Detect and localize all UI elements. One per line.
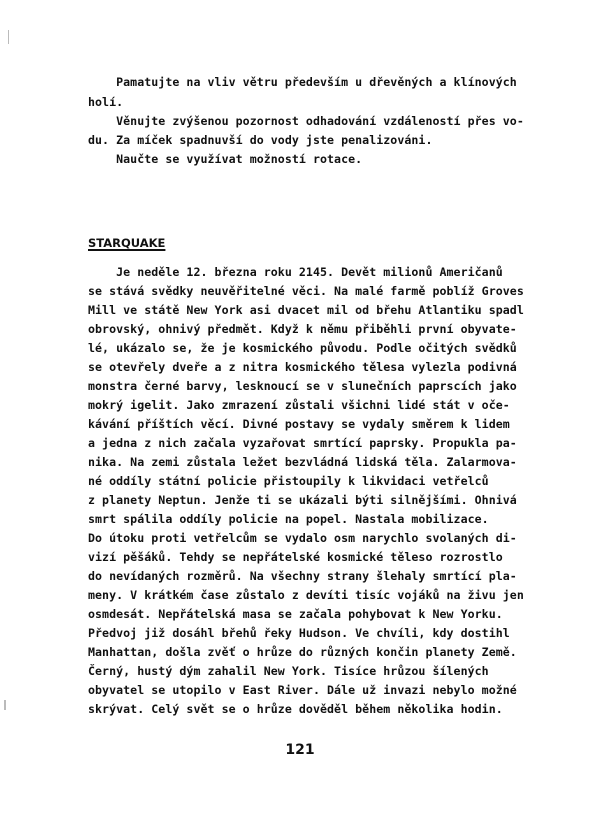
tip-line: Pamatujte na vliv větru především u dřevěných a klínových: [88, 75, 517, 89]
body-line: z planety Neptun. Jenže ti se ukázali býti silnějšími. Ohnivá: [88, 493, 517, 507]
body-line: Mill ve státě New York asi dvacet mil od břehu Atlantiku spadl: [88, 303, 524, 317]
body-line: né oddíly státní policie přistoupily k likvidaci vetřelců: [88, 474, 489, 488]
body-line: obyvatel se utopilo v East River. Dále už invazi nebylo možné: [88, 683, 517, 697]
body-line: meny. V krátkém čase zůstalo z devíti tisíc vojáků na živu jen: [88, 588, 524, 602]
body-line: se stává svědky neuvěřitelné věci. Na malé farmě poblíž Groves: [88, 284, 524, 298]
body-line: obrovský, ohnivý předmět. Když k němu přiběhli první obyvate-: [88, 322, 517, 336]
body-line: Do útoku proti vetřelcům se vydalo osm narychlo svolaných di-: [88, 531, 517, 545]
tip-line: Naučte se využívat možností rotace.: [88, 152, 363, 166]
scan-mark: [8, 30, 9, 44]
body-line: Černý, hustý dým zahalil New York. Tisíce hrůzou šílených: [88, 664, 489, 678]
page-number: 121: [285, 742, 315, 758]
body-line: a jedna z nich začala vyzařovat smrtící paprsky. Propukla pa-: [88, 436, 517, 450]
body-line: se otevřely dveře a z nitra kosmického tělesa vylezla podivná: [88, 360, 517, 374]
tip-line: holí.: [88, 95, 124, 109]
section-heading: STARQUAKE: [88, 236, 166, 250]
body-line: osmdesát. Nepřátelská masa se začala pohybovat k New Yorku.: [88, 607, 503, 621]
body-line: do nevídaných rozměrů. Na všechny strany šlehaly smrtící pla-: [88, 569, 517, 583]
body-line: Předvoj již dosáhl břehů řeky Hudson. Ve chvíli, kdy dostihl: [88, 626, 510, 640]
tip-line: du. Za míček spadnuvší do vody jste penalizováni.: [88, 133, 433, 147]
tip-line: Věnujte zvýšenou pozornost odhadování vzdáleností přes vo-: [88, 114, 524, 128]
body-line: kávání příštích věcí. Divné postavy se vydaly směrem k lidem: [88, 417, 510, 431]
body-line: nika. Na zemi zůstala ležet bezvládná lidská těla. Zalarmova-: [88, 455, 517, 469]
body-line: smrt spálila oddíly policie na popel. Nastala mobilizace.: [88, 512, 489, 526]
body-line: monstra černé barvy, lesknoucí se v slunečních paprscích jako: [88, 379, 517, 393]
body-line: vizí pěšáků. Tehdy se nepřátelské kosmické těleso rozrostlo: [88, 550, 503, 564]
body-line: Manhattan, došla zvěť o hrůze do různých končin planety Země.: [88, 645, 517, 659]
body-line: skrývat. Celý svět se o hrůze dověděl během několika hodin.: [88, 702, 503, 716]
body-line: Je neděle 12. března roku 2145. Devět milionů Američanů: [88, 265, 503, 279]
body-line: mokrý igelit. Jako zmrazení zůstali všichni lidé stát v oče-: [88, 398, 510, 412]
body-line: lé, ukázalo se, že je kosmického původu. Podle očitých svědků: [88, 341, 517, 355]
scan-mark: [4, 700, 6, 710]
